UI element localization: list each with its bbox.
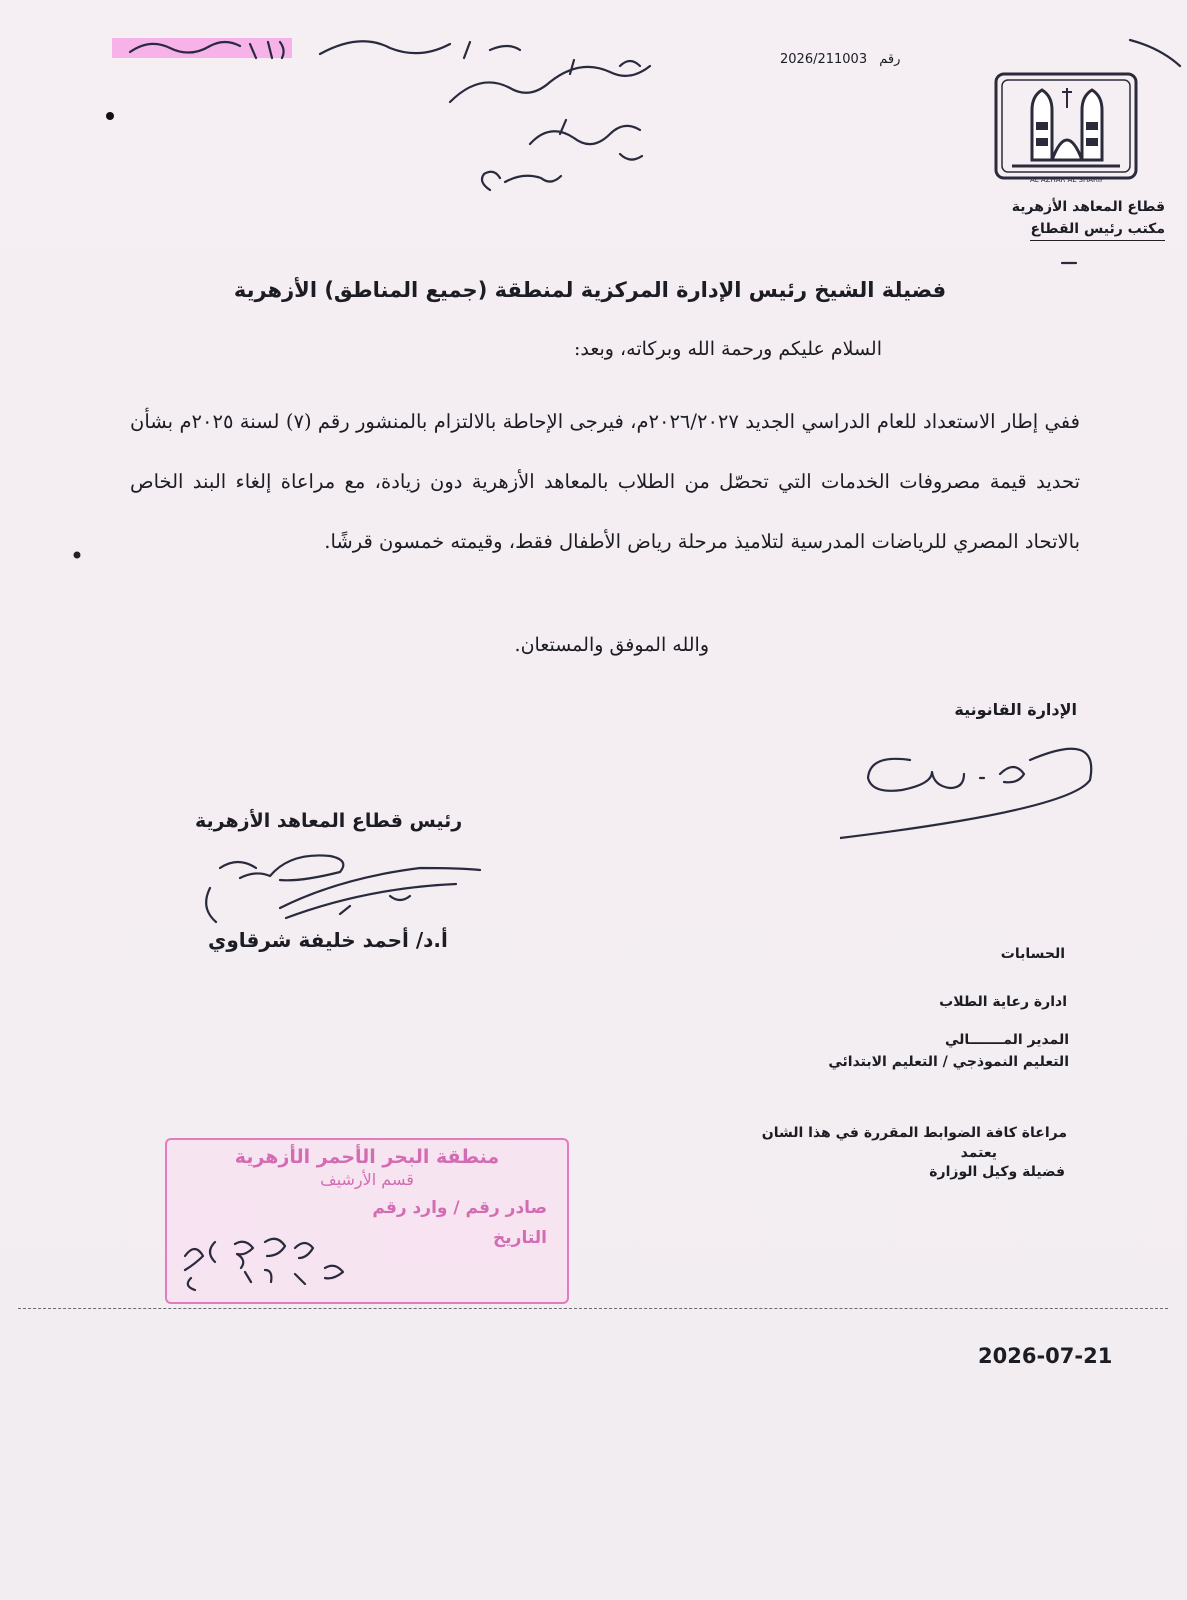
sector-name: قطاع المعاهد الأزهرية [1011,199,1165,215]
sector-header [965,196,1165,241]
logo-caption: AL AZHAR AL SHARIF [1029,176,1105,184]
rules-label: مراعاة كافة الضوابط المقررة في هذا الشان [761,1125,1067,1141]
reference-number [780,52,900,67]
head-signature [200,838,500,938]
student-care-label: ادارة رعاية الطلاب [939,994,1067,1010]
undersecretary-label: فضيلة وكيل الوزارة [929,1164,1065,1180]
stamp-line-4: التاريخ [493,1228,547,1248]
handwritten-note [100,14,700,204]
dash-mark [1060,260,1080,266]
stamp-line-2: قسم الأرشيف [320,1170,414,1189]
letter-closing: والله الموفق والمستعان. [514,634,709,656]
office-name: مكتب رئيس القطاع [1030,218,1165,241]
letter-heading: فضيلة الشيخ رئيس الإدارة المركزية لمنطقة (جميع المناطق) الأزهرية [233,278,947,302]
stamp-line-3: صادر رقم / وارد رقم [372,1198,547,1218]
education-label: التعليم النموذجي / التعليم الابتدائي [828,1054,1069,1070]
accounts-label: الحسابات [1000,946,1065,962]
archive-stamp [165,1138,569,1304]
stamp-handwritten-numbers [175,1222,435,1292]
signer-title: رئيس قطاع المعاهد الأزهرية [195,810,463,832]
signer-name: أ.د/ أحمد خليفة شرقاوي [208,928,448,952]
ref-number-label: رقم [879,52,901,67]
ref-number-value: 2026/211003 [780,52,868,67]
ink-dot [70,548,84,562]
legal-department: الإدارة القانونية [954,700,1077,719]
financial-manager-label: المدير المـــــــالي [945,1032,1069,1048]
letter-body: ففي إطار الاستعداد للعام الدراسي الجديد ٢٠٢٦/٢٠٢٧م، فيرجى الإحاطة بالالتزام بالمنشور رقم (٧) لسنة ٢٠٢٥م بشأن تحديد قيمة مصروفات الخدمات التي تحصّل من الطلاب بالمعاهد الأزهرية دون زيادة، مع مراعاة إلغاء البند الخاص بالاتحاد المصري للرياضات المدرسية لتلاميذ مرحلة رياض الأطفال فقط، وقيمته خمسون قرشًا. [130,410,1080,553]
stamp-line-1: منطقة البحر الأحمر الأزهرية [234,1146,500,1168]
al-azhar-logo [992,66,1142,184]
letter-greeting: السلام عليكم ورحمة الله وبركاته، وبعد: [573,338,882,360]
footer-divider [18,1308,1168,1309]
legal-signature [840,740,1100,850]
approve-label: يعتمد [960,1145,997,1161]
footer-date: 2026-07-21 [978,1344,1113,1368]
